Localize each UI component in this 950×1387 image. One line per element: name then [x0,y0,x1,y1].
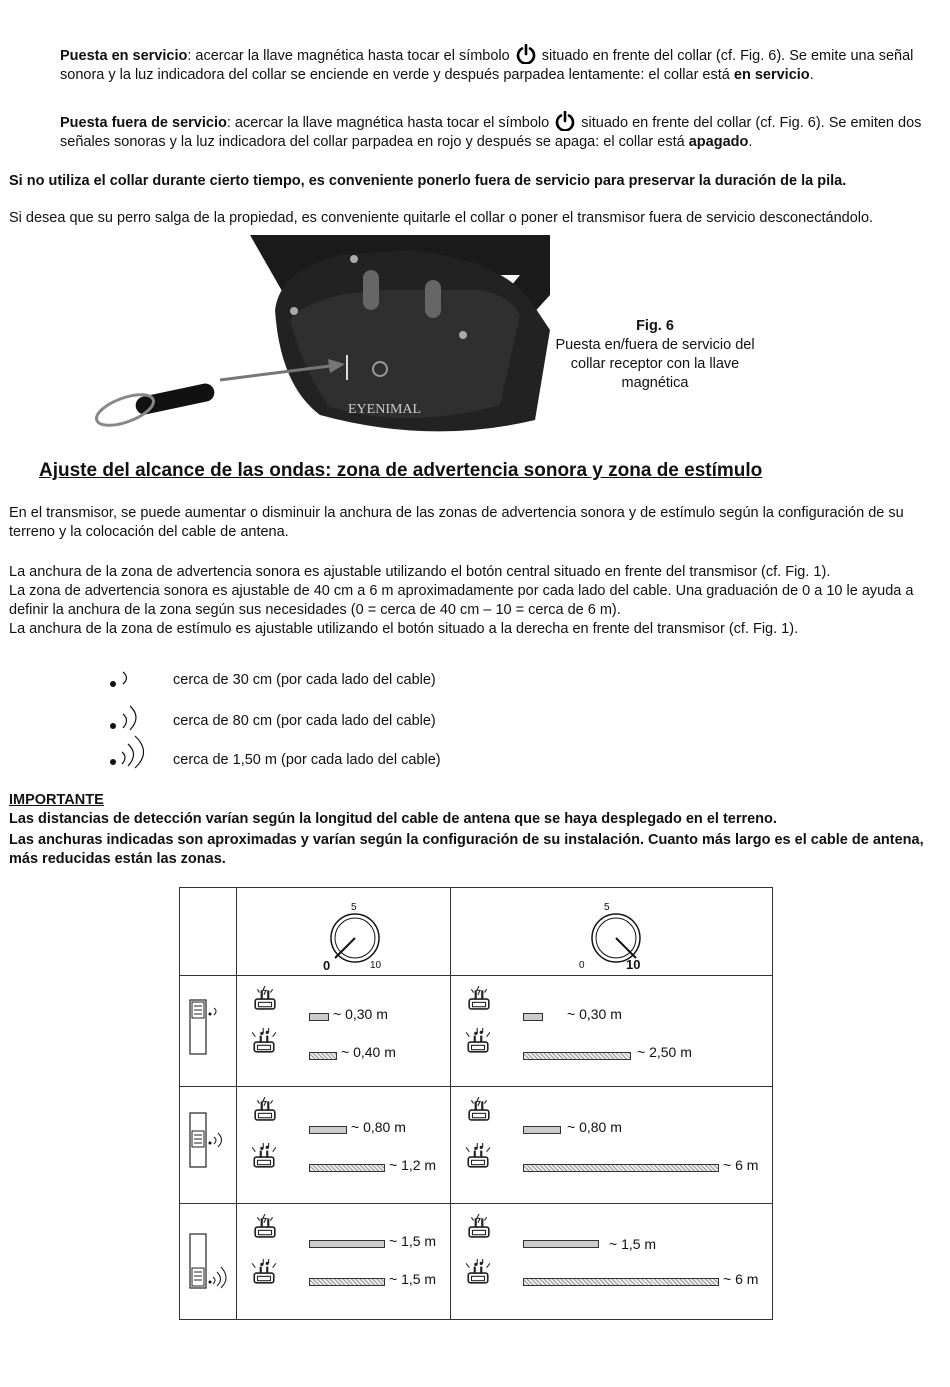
dial-min-cell [237,888,451,976]
important-line-1: Las distancias de detección varían según la longitud del cable de antena que se haya desplegado en el terreno. [9,811,777,827]
row-2-min-stim-value: ~ 0,80 m [351,1119,406,1135]
important-line-2: Las anchuras indicadas son aproximadas y varían según la configuración de su instalación. Cuanto más largo es el cable de antena, más reducidas están las zonas. [9,832,924,867]
signal-3-wave-icon [108,734,158,770]
row-2-min-stim-bar [309,1126,347,1134]
power-off-text-a: : acercar la llave magnética hasta tocar el símbolo [226,115,550,131]
power-on-paragraph: Puesta en servicio: acercar la llave magnética hasta tocar el símbolo situado en frente del collar (cf. Fig. 6). Se emite una señal sonora y la luz indicadora del collar se enciende en verde y después parpadea lentamente: el collar está en servicio. [60,44,942,85]
power-off-state: apagado [688,134,749,150]
brand-logo: EYENIMAL [348,402,422,417]
row-1-min-sound-bar [309,1052,337,1060]
switch-level-1-icon [188,998,232,1056]
level-1-text: cerca de 30 cm (por cada lado del cable) [173,672,436,688]
sound-warning-icon [251,1259,277,1285]
row-2-switch-cell [180,1087,237,1204]
row-3-min-stim-value: ~ 1,5 m [389,1233,437,1249]
level-2-text: cerca de 80 cm (por cada lado del cable) [173,713,436,729]
signal-1-wave-icon [108,664,158,694]
table-corner [180,888,237,976]
row-2-min-sound-bar [309,1164,385,1172]
row-3-max-stim-bar [523,1240,599,1248]
dial-min-icon [322,900,392,972]
row-1-min-cell [237,976,451,1087]
dial-min-label-5: 5 [351,902,357,913]
figure-caption-block [550,317,760,393]
stimulus-icon [253,1097,277,1121]
dial-min-label-0: 0 [323,958,331,973]
level-3-text: cerca de 1,50 m (por cada lado del cable) [173,752,441,768]
figure-caption: Puesta en/fuera de servicio del collar receptor con la llave magnética [555,337,755,391]
dial-max-label-10: 10 [626,957,641,972]
zones-table [179,887,773,1320]
stimulus-icon [467,1214,491,1238]
power-on-title: Puesta en servicio [60,48,188,64]
section-paragraph-4: La anchura de la zona de estímulo es ajustable utilizando el botón situado a la derecha en frente del transmisor (cf. Fig. 1). [9,621,799,637]
collar-illustration [80,235,560,440]
sound-warning-icon [465,1259,491,1285]
row-2-max-sound-value: ~ 6 m [723,1157,759,1173]
important-heading: IMPORTANTE [9,792,104,808]
row-1-min-sound-value: ~ 0,40 m [341,1044,396,1060]
row-2-min-cell [237,1087,451,1204]
row-1-min-stim-bar [309,1013,329,1021]
signal-2-wave-icon [108,702,158,734]
sound-warning-icon [465,1028,491,1054]
row-3-min-cell [237,1204,451,1320]
power-on-state: en servicio [733,67,810,83]
row-1-switch-cell [180,976,237,1087]
section-paragraph-2: La anchura de la zona de advertencia sonora es ajustable utilizando el botón central situado en frente del transmisor (cf. Fig. 1). [9,564,831,580]
power-off-paragraph: Puesta fuera de servicio: acercar la llave magnética hasta tocar el símbolo situado en frente del collar (cf. Fig. 6). Se emiten dos señales sonoras y la luz indicadora del collar parpadea en rojo y después se apaga: el collar está apagado. [60,111,942,152]
row-2-min-sound-value: ~ 1,2 m [389,1157,437,1173]
stimulus-icon [467,1097,491,1121]
power-on-text-a: : acercar la llave magnética hasta tocar el símbolo [187,48,510,64]
row-1-min-stim-value: ~ 0,30 m [333,1006,388,1022]
power-off-text-b: situado en frente del collar (cf. Fig. 6). Se emiten dos señales sonoras y la luz indicadora del collar parpadea en rojo y después se apaga: el collar está [60,115,922,150]
row-3-max-sound-value: ~ 6 m [723,1271,759,1287]
switch-level-3-icon [188,1232,234,1290]
dial-max-label-5: 5 [604,902,610,913]
row-1-max-cell [451,976,773,1087]
row-3-max-stim-value: ~ 1,5 m [609,1236,657,1252]
row-3-min-stim-bar [309,1240,385,1248]
dial-max-icon [583,900,653,972]
row-2-max-stim-bar [523,1126,561,1134]
switch-level-2-icon [188,1111,232,1169]
section-paragraph-3: La zona de advertencia sonora es ajustable de 40 cm a 6 m aproximadamente por cada lado del cable. Una graduación de 0 a 10 le ayuda a definir la anchura de la zona según sus necesidades (0 = cerca de 40 cm – 10 = cerca de 6 m). [9,583,914,618]
stimulus-icon [253,1214,277,1238]
dial-max-cell [451,888,773,976]
figure-label: Fig. 6 [636,318,674,334]
row-2-max-stim-value: ~ 0,80 m [567,1119,622,1135]
row-1-max-stim-bar [523,1013,543,1021]
row-3-min-sound-bar [309,1278,385,1286]
row-3-max-cell [451,1204,773,1320]
power-on-text-b: situado en frente del collar (cf. Fig. 6). Se emite una señal sonora y la luz indicadora del collar se enciende en verde y después parpadea lentamente: el collar está [60,48,914,83]
row-3-max-sound-bar [523,1278,719,1286]
row-1-max-stim-value: ~ 0,30 m [567,1006,622,1022]
sound-warning-icon [251,1143,277,1169]
power-icon [516,44,536,64]
dial-min-label-10: 10 [370,960,382,971]
battery-note: Si no utiliza el collar durante cierto tiempo, es conveniente ponerlo fuera de servicio para preservar la duración de la pila. [9,173,847,189]
row-1-max-sound-bar [523,1052,631,1060]
row-3-switch-cell [180,1204,237,1320]
row-2-max-cell [451,1087,773,1204]
row-1-max-sound-value: ~ 2,50 m [637,1044,692,1060]
sound-warning-icon [251,1028,277,1054]
section-title: Ajuste del alcance de las ondas: zona de advertencia sonora y zona de estímulo [39,460,763,481]
sound-warning-icon [465,1143,491,1169]
section-paragraph-1: En el transmisor, se puede aumentar o disminuir la anchura de las zonas de advertencia sonora y de estímulo según la configuración de su terreno y la colocación del cable de antena. [9,505,904,540]
property-note: Si desea que su perro salga de la propiedad, es conveniente quitarle el collar o poner el transmisor fuera de servicio desconectándolo. [9,210,874,226]
power-off-title: Puesta fuera de servicio [60,115,227,131]
stimulus-icon [467,986,491,1010]
dial-max-label-0: 0 [579,960,585,971]
row-2-max-sound-bar [523,1164,719,1172]
power-icon [555,111,575,131]
stimulus-icon [253,986,277,1010]
row-3-min-sound-value: ~ 1,5 m [389,1271,437,1287]
